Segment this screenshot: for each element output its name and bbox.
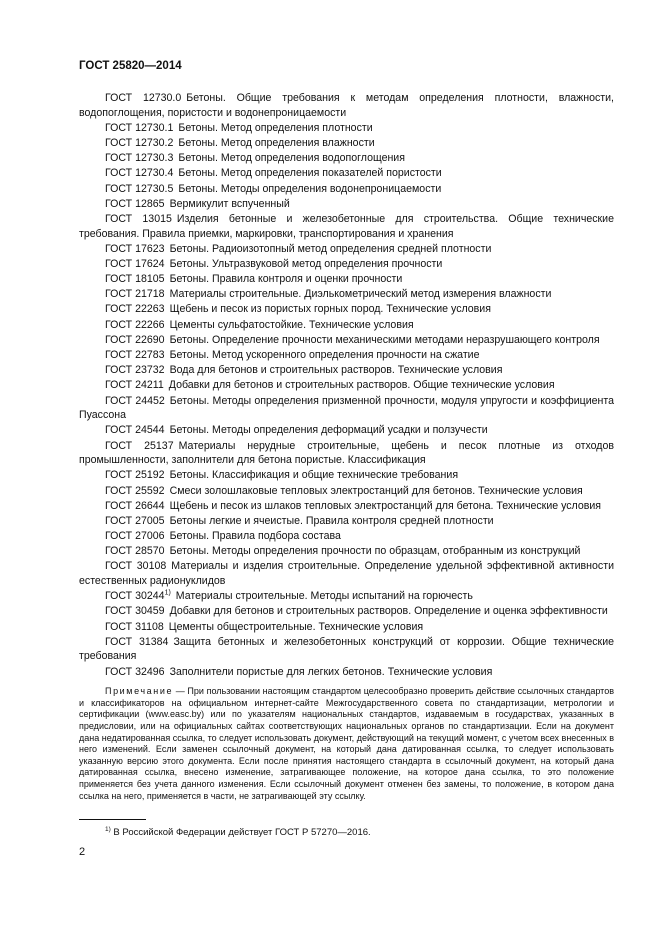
page-number: 2 bbox=[79, 846, 86, 858]
reference-title: Добавки для бетонов и строительных растворов. Определение и оценка эффективности bbox=[169, 605, 608, 618]
reference-code: ГОСТ 12730.1 bbox=[105, 121, 174, 134]
reference-entry bbox=[79, 91, 614, 120]
reference-entry bbox=[79, 423, 614, 438]
reference-title: Бетоны. Метод определения показателей пористости bbox=[178, 167, 442, 180]
reference-entry bbox=[79, 559, 614, 588]
reference-title: Бетоны. Методы определения деформаций усадки и ползучести bbox=[169, 424, 488, 437]
references-list bbox=[79, 91, 614, 802]
reference-code: ГОСТ 30244$^{1)}$ bbox=[105, 589, 171, 603]
reference-title: Материалы строительные. Диэлькометрический метод измерения влажности bbox=[169, 288, 552, 301]
reference-code: ГОСТ 25137 bbox=[105, 439, 174, 452]
reference-entry bbox=[79, 439, 614, 468]
note-label: Примечание bbox=[105, 686, 174, 697]
reference-title: Бетоны. Методы определения призменной прочности, модуля упругости и коэффициента Пуассона bbox=[79, 394, 614, 422]
reference-entry bbox=[79, 136, 614, 151]
reference-entry bbox=[79, 499, 614, 514]
reference-entry bbox=[79, 468, 614, 483]
reference-title: Смеси золошлаковые тепловых электростанций для бетонов. Технические условия bbox=[169, 484, 583, 497]
reference-entry bbox=[79, 272, 614, 287]
reference-code: ГОСТ 21718 bbox=[105, 288, 165, 301]
reference-entry bbox=[79, 257, 614, 272]
reference-code: ГОСТ 24544 bbox=[105, 424, 165, 437]
reference-entry bbox=[79, 620, 614, 635]
reference-title: Вермикулит вспученный bbox=[169, 197, 290, 210]
reference-code: ГОСТ 22783 bbox=[105, 349, 165, 361]
reference-entry bbox=[79, 363, 614, 378]
reference-title: Бетоны. Метод определения влажности bbox=[178, 136, 375, 149]
reference-entry bbox=[79, 197, 614, 212]
reference-entry bbox=[79, 333, 614, 348]
page-header: ГОСТ 25820—2014 bbox=[79, 60, 182, 72]
reference-code: ГОСТ 12730.2 bbox=[105, 136, 174, 149]
reference-entry bbox=[79, 242, 614, 257]
reference-entry bbox=[79, 151, 614, 166]
reference-title: Бетоны. Методы определения прочности по образцам, отобранным из конструкций bbox=[169, 545, 581, 558]
reference-title: Бетоны. Методы определения водонепроницаемости bbox=[178, 182, 442, 195]
reference-code: ГОСТ 22263 bbox=[105, 303, 165, 316]
reference-entry bbox=[79, 514, 614, 529]
reference-entry bbox=[79, 544, 614, 559]
reference-entry bbox=[79, 604, 614, 619]
footnote-text: В Российской Федерации действует ГОСТ Р 57270—2016. bbox=[113, 827, 371, 839]
reference-title: Бетоны. Правила подбора состава bbox=[169, 530, 341, 543]
reference-title: Бетоны. Общие требования к методам определения плотности, влажности, водопоглощения, пористости и водонепроницаемости bbox=[79, 92, 614, 119]
reference-entry bbox=[79, 484, 614, 499]
footnote bbox=[105, 826, 371, 838]
reference-title: Бетоны. Ультразвуковой метод определения прочности bbox=[169, 257, 443, 270]
reference-entry bbox=[79, 166, 614, 181]
reference-title: Цементы сульфатостойкие. Технические условия bbox=[169, 318, 414, 331]
reference-entry bbox=[79, 318, 614, 333]
reference-code: ГОСТ 18105 bbox=[105, 273, 165, 286]
reference-code: ГОСТ 22266 bbox=[105, 318, 165, 331]
reference-code: ГОСТ 31108 bbox=[105, 620, 164, 633]
reference-title: Цементы общестроительные. Технические условия bbox=[168, 620, 424, 633]
reference-code: ГОСТ 32496 bbox=[105, 665, 165, 678]
reference-title: Бетоны. Метод ускоренного определения прочности на сжатие bbox=[169, 349, 480, 361]
reference-code: ГОСТ 17623 bbox=[105, 242, 165, 255]
reference-entry bbox=[79, 287, 614, 302]
reference-entry bbox=[79, 589, 614, 604]
reference-code: ГОСТ 22690 bbox=[105, 333, 165, 346]
reference-title: Бетоны. Метод определения плотности bbox=[178, 121, 373, 134]
reference-title: Материалы нерудные строительные, щебень и песок плотные из отходов промышленности, заполнители для бетона пористые. Классификация bbox=[79, 439, 615, 467]
reference-title: Вода для бетонов и строительных растворов. Технические условия bbox=[169, 364, 503, 377]
reference-title: Бетоны. Определение прочности механическими методами неразрушающего контроля bbox=[169, 333, 600, 346]
reference-code: ГОСТ 25592 bbox=[105, 484, 165, 497]
reference-code: ГОСТ 28570 bbox=[105, 545, 165, 558]
reference-code: ГОСТ 12730.5 bbox=[105, 182, 174, 195]
reference-title: Материалы и изделия строительные. Определение удельной эффективной активности естественных радионуклидов bbox=[79, 560, 614, 588]
reference-code: ГОСТ 30108 bbox=[105, 560, 167, 573]
reference-code: ГОСТ 25192 bbox=[105, 469, 165, 482]
reference-title: Бетоны. Правила контроля и оценки прочности bbox=[169, 273, 403, 286]
reference-title: Бетоны. Классификация и общие технические требования bbox=[169, 469, 459, 482]
reference-code: ГОСТ 24211 bbox=[105, 379, 164, 392]
reference-entry bbox=[79, 212, 614, 241]
footnote-marker: 1) bbox=[105, 826, 111, 833]
reference-code: ГОСТ 30459 bbox=[105, 605, 165, 618]
reference-entry bbox=[79, 394, 614, 423]
reference-entry bbox=[79, 121, 614, 136]
reference-title: Бетоны легкие и ячеистые. Правила контроля средней плотности bbox=[169, 514, 494, 527]
reference-title: Бетоны. Метод определения водопоглощения bbox=[178, 152, 405, 165]
footnote-divider bbox=[79, 819, 146, 820]
note-block bbox=[79, 686, 614, 802]
reference-code: ГОСТ 17624 bbox=[105, 257, 165, 270]
reference-code: ГОСТ 12730.4 bbox=[105, 167, 174, 180]
reference-title: Материалы строительные. Методы испытаний на горючесть bbox=[175, 590, 473, 603]
reference-entry bbox=[79, 182, 614, 197]
reference-code: ГОСТ 26644 bbox=[105, 499, 165, 512]
reference-entry bbox=[79, 348, 614, 363]
reference-title: Щебень и песок из шлаков тепловых электростанций для бетона. Технические условия bbox=[169, 499, 602, 512]
reference-title: Защита бетонных и железобетонных конструкций от коррозии. Общие технические требования bbox=[79, 635, 614, 663]
reference-code: ГОСТ 12730.3 bbox=[105, 152, 174, 165]
reference-entry bbox=[79, 635, 614, 664]
reference-entry bbox=[79, 665, 614, 680]
reference-title: Добавки для бетонов и строительных растворов. Общие технические условия bbox=[168, 379, 555, 392]
reference-title: Щебень и песок из пористых горных пород. Технические условия bbox=[169, 303, 491, 316]
reference-code: ГОСТ 12730.0 bbox=[105, 92, 182, 104]
reference-code: ГОСТ 12865 bbox=[105, 197, 165, 210]
reference-title: Заполнители пористые для легких бетонов. Технические условия bbox=[169, 665, 493, 678]
note-text: — При пользовании настоящим стандартом целесообразно проверить действие ссылочных стандартов и классификаторов на официальном интернет-сайте Межгосударственного совета по стандартизации, метрологии и сертификации (www.easc.by) или по указателям национальных стандартов, издаваемым в государствах, указанных в предисловии, или на официальных сайтах соответствующих национальных органов по стандартизации. Если на документ дана недатированная ссылка, то следует использовать документ, действующий на текущий момент, с учетом всех внесенных в него изменений. Если заменен ссылочный документ, на который дана датированная ссылка, то следует использовать указанную версию этого документа. Если после принятия настоящего стандарта в ссылочный документ, на который дана датированная ссылка, внесено изменение, затрагивающее положение, на которое дана ссылка, то это положение применяется без учета данного изменения. Если ссылочный документ отменен без замены, то положение, в котором дана ссылка на него, применяется в части, не затрагивающей эту ссылку. bbox=[79, 686, 614, 801]
reference-code: ГОСТ 31384 bbox=[105, 635, 169, 648]
reference-entry bbox=[79, 378, 614, 393]
reference-title: Бетоны. Радиоизотопный метод определения средней плотности bbox=[169, 242, 492, 255]
reference-code: ГОСТ 24452 bbox=[105, 394, 165, 407]
reference-entry bbox=[79, 529, 614, 544]
reference-title: Изделия бетонные и железобетонные для строительства. Общие технические требования. Правила приемки, маркировки, транспортирования и хранения bbox=[79, 212, 614, 240]
reference-code: ГОСТ 27005 bbox=[105, 514, 165, 527]
reference-code: ГОСТ 13015 bbox=[105, 212, 172, 225]
reference-entry bbox=[79, 302, 614, 317]
reference-code: ГОСТ 23732 bbox=[105, 364, 165, 377]
reference-code: ГОСТ 27006 bbox=[105, 530, 165, 543]
